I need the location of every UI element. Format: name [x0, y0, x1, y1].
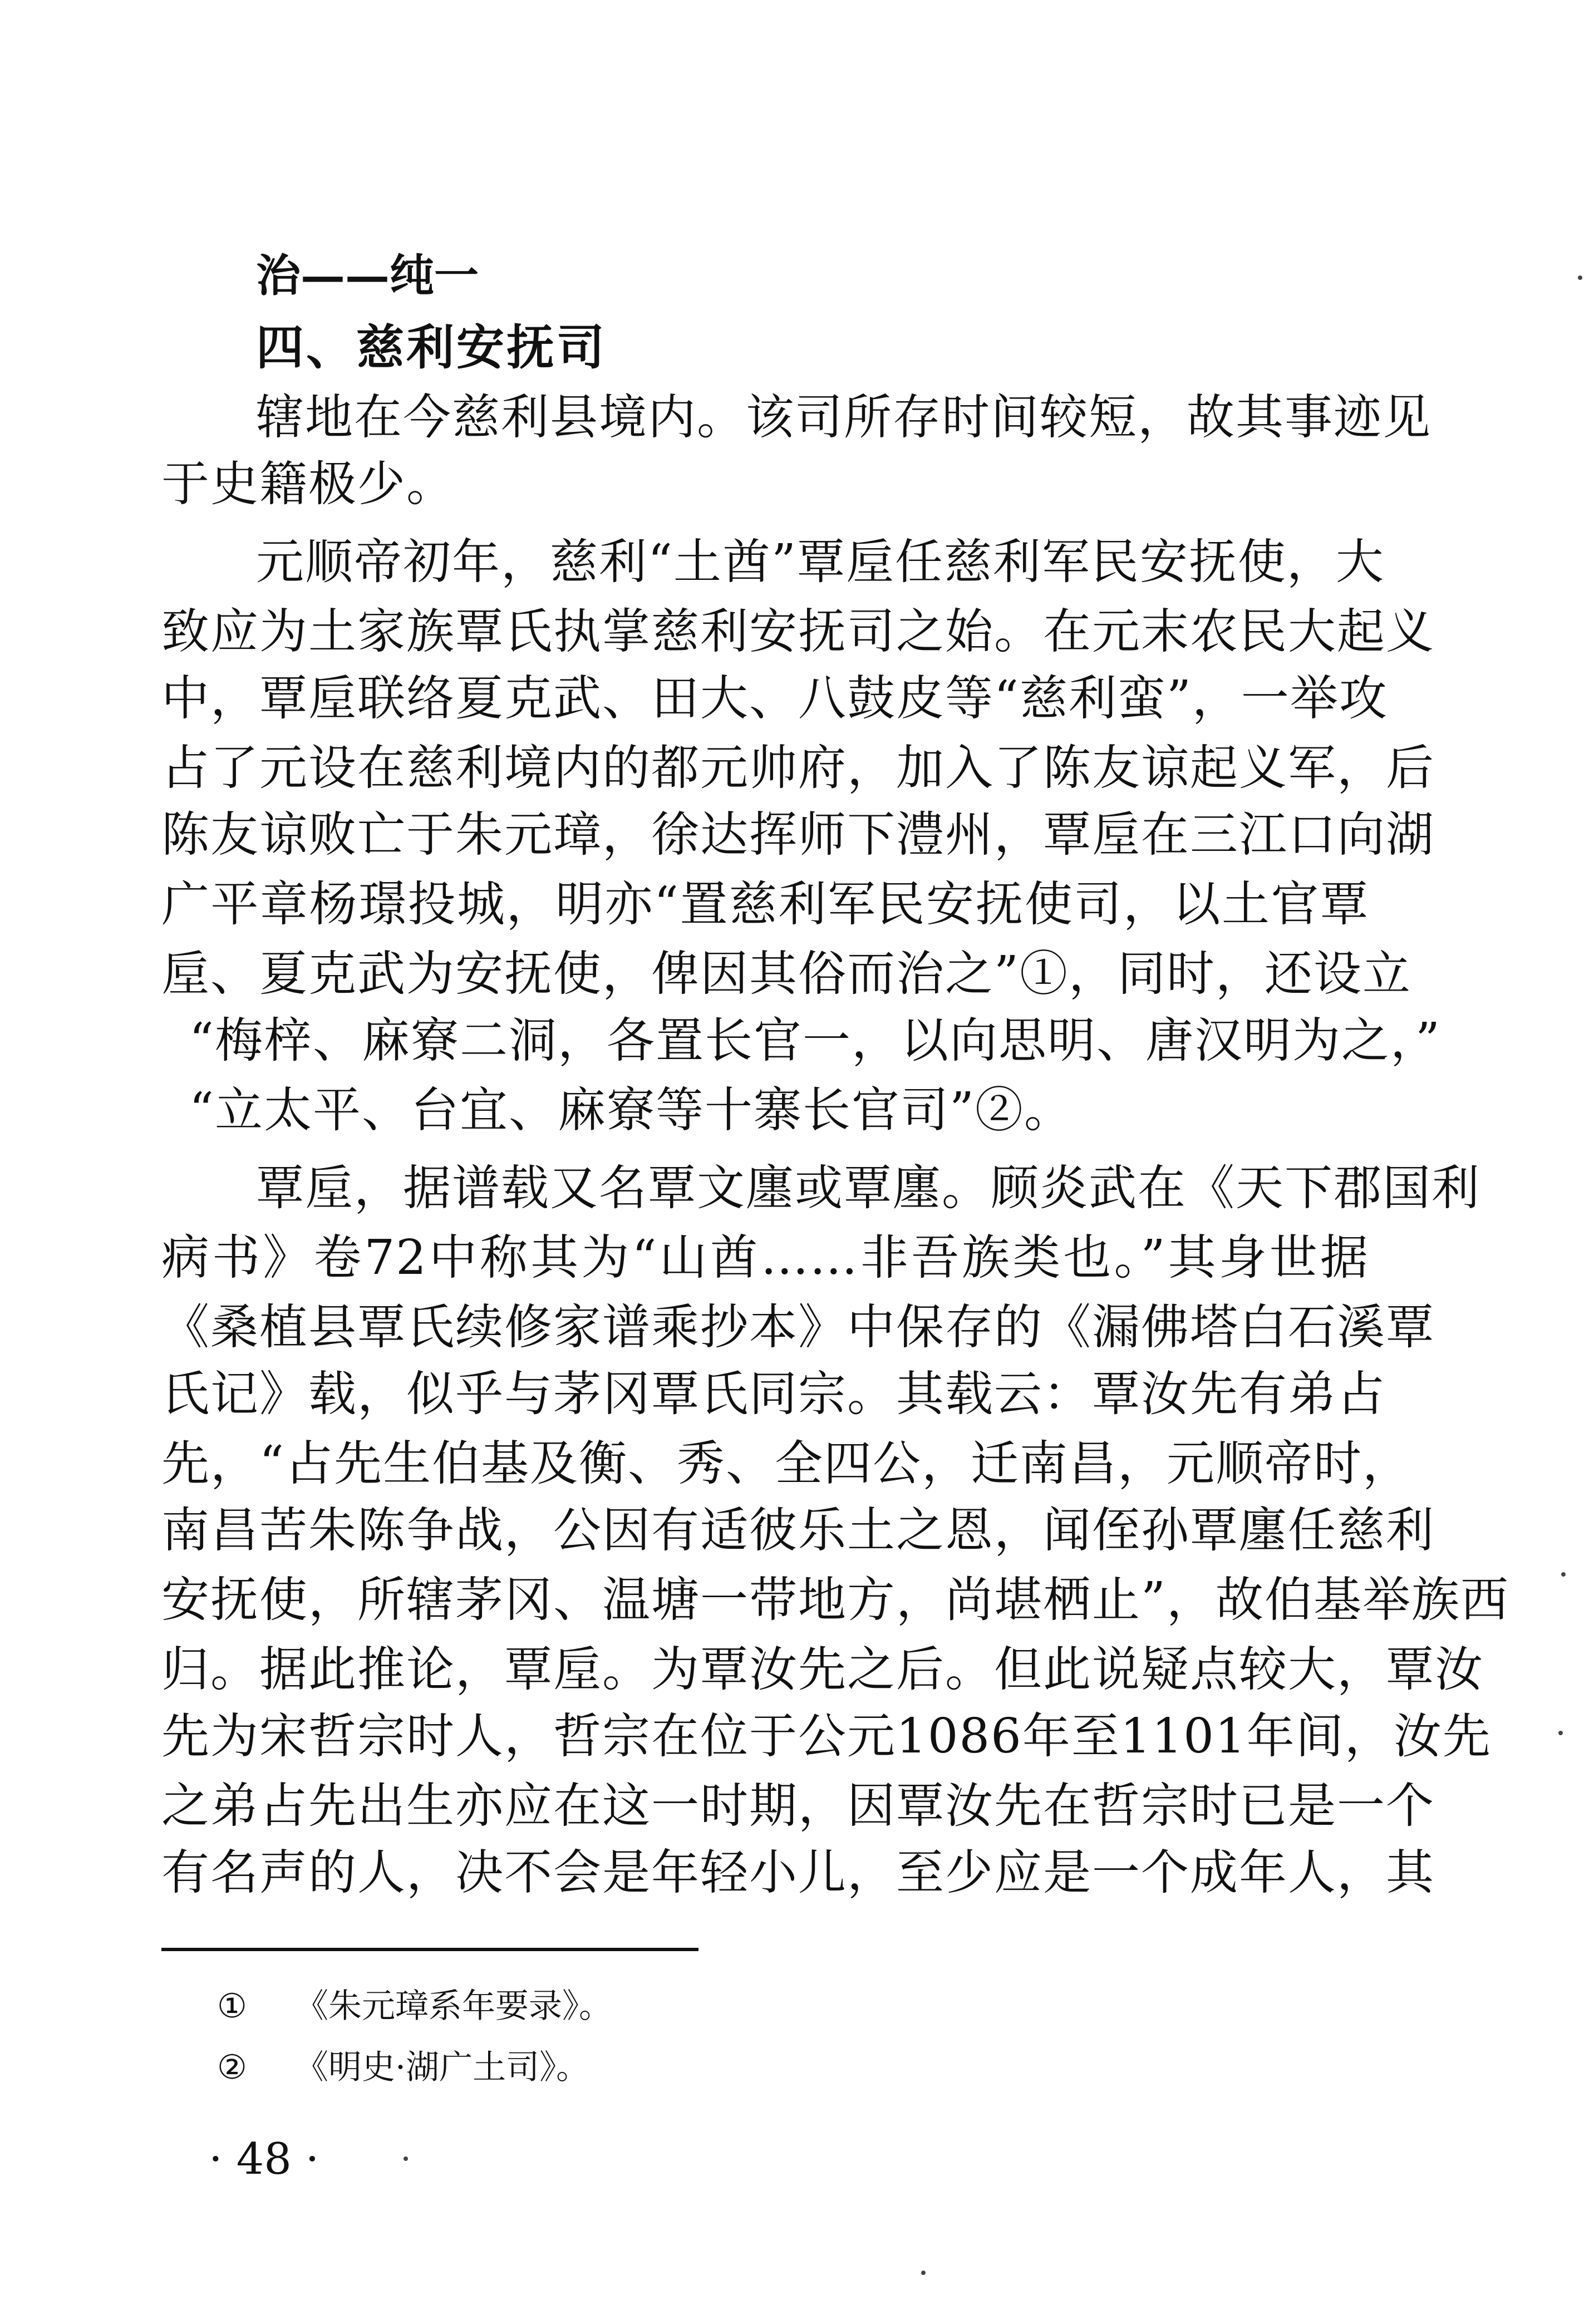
scan-speck [921, 2271, 926, 2275]
text-line: 南昌苦朱陈争战，公因有适彼乐土之恩，闻侄孙覃廛任慈利 [161, 1503, 1435, 1558]
text-line: 之弟占先出生亦应在这一时期，因覃汝先在哲宗时已是一个 [161, 1778, 1435, 1834]
scan-speck [404, 2156, 408, 2161]
scan-speck [1578, 275, 1582, 280]
text-line: 覃垕，据谱载又名覃文廛或覃廛。顾炎武在《天下郡国利 [256, 1160, 1480, 1216]
text-line: 氏记》载，似乎与茅冈覃氏同宗。其载云：覃汝先有弟占 [161, 1366, 1386, 1422]
text-line: 致应为土家族覃氏执掌慈利安抚司之始。在元末农民大起义 [161, 604, 1435, 659]
footnote-rule [161, 1948, 698, 1951]
text-line: 有名声的人，决不会是年轻小儿，至少应是一个成年人，其 [161, 1845, 1435, 1900]
text-line: 于史籍极少。 [161, 456, 455, 512]
scan-speck [1558, 1731, 1563, 1735]
text-line: 中，覃垕联络夏克武、田大、八鼓皮等“慈利蛮”，一举攻 [161, 671, 1388, 726]
page-number: · 48 · [209, 2134, 319, 2184]
text-line: 先为宋哲宗时人，哲宗在位于公元1086年至1101年间，汝先 [161, 1708, 1492, 1764]
footnote [217, 1981, 612, 2031]
text-line: 归。据此推论，覃垕。为覃汝先之后。但此说疑点较大，覃汝 [161, 1642, 1484, 1697]
scan-speck [1561, 1572, 1566, 1577]
text-line: “梅梓、麻寮二洞，各置长官一，以向思明、唐汉明为之，” [189, 1013, 1441, 1069]
footnote-mark: ① [217, 1987, 247, 2026]
text-line: 先，“占先生伯基及衡、秀、全四公，迁南昌，元顺帝时， [161, 1436, 1411, 1491]
text-line: 病书》卷72中称其为“山酋……非吾族类也。”其身世据 [161, 1230, 1369, 1286]
text-line: 占了元设在慈利境内的都元帅府，加入了陈友谅起义军，后 [161, 740, 1435, 796]
section-title: 四、慈利安抚司 [256, 319, 607, 376]
footnote-text: 《朱元璋系年要录》。 [295, 1987, 612, 2026]
text-line: 《桑植县覃氏续修家谱乘抄本》中保存的《漏佛塔白石溪覃 [161, 1299, 1435, 1355]
text-line: 元顺帝初年，慈利“土酋”覃垕任慈利军民安抚使，大 [256, 534, 1385, 590]
continued-heading: 治——纯一 [256, 249, 479, 302]
text-line: 垕、夏克武为安抚使，俾因其俗而治之”①，同时，还设立 [161, 946, 1411, 1002]
footnote-text: 《明史·湖广土司》。 [295, 2048, 590, 2087]
text-line: “立太平、台宜、麻寮等十寨长官司”②。 [189, 1082, 1073, 1138]
text-line: 陈友谅败亡于朱元璋，徐达挥师下澧州，覃垕在三江口向湖 [161, 807, 1435, 863]
text-line: 辖地在今慈利县境内。该司所存时间较短，故其事迹见 [256, 390, 1431, 445]
text-line: 安抚使，所辖茅冈、温塘一带地方，尚堪栖止”，故伯基举族西 [161, 1572, 1509, 1628]
footnote-mark: ② [217, 2048, 247, 2087]
text-line: 广平章杨璟投城，明亦“置慈利军民安抚使司，以土官覃 [161, 877, 1369, 932]
footnote [217, 2042, 589, 2092]
